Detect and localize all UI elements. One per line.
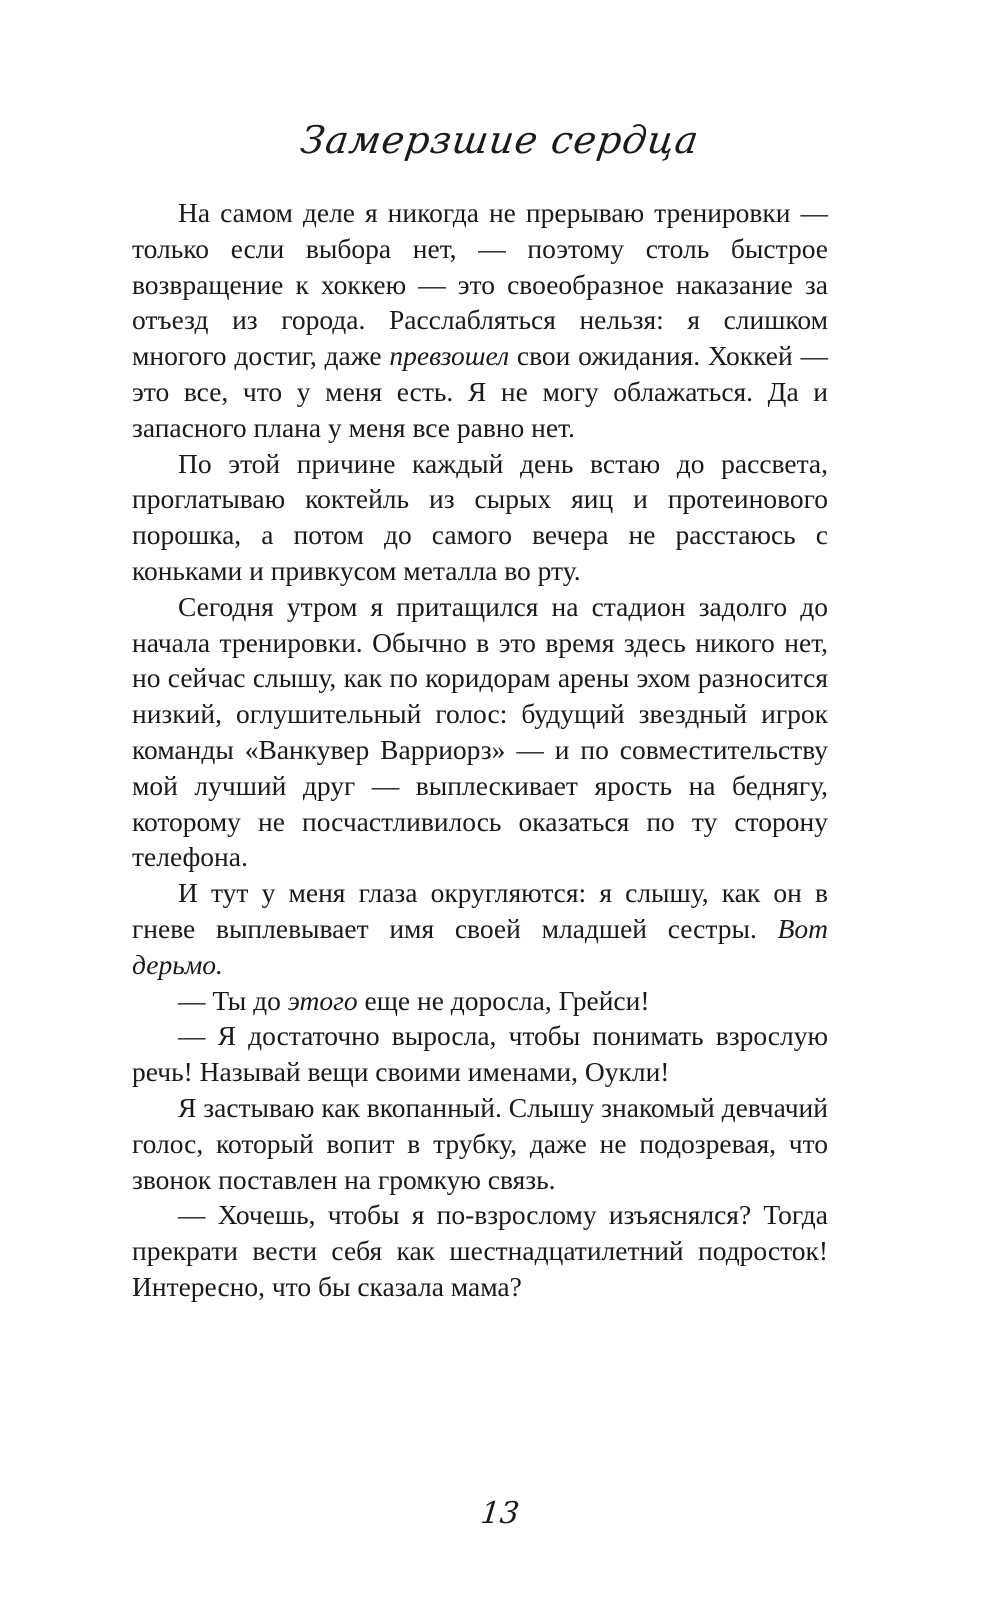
paragraph: [132, 1090, 828, 1197]
text-run: свои ожидания. Хоккей — это все, что у меня есть. Я не могу облажаться. Да и запасного плана у меня все равно нет.: [132, 340, 828, 443]
page-number: 13: [479, 1496, 521, 1531]
body-text: [132, 195, 828, 1305]
text-run: По этой причине каждый день встаю до рассвета, проглатываю коктейль из сырых яиц и протеинового порошка, а потом до самого вечера не расстаюсь с коньками и привкусом металла во рту.: [132, 447, 828, 586]
paragraph: [132, 589, 828, 875]
text-run: Сегодня утром я притащился на стадион задолго до начала тренировки. Обычно в это время здесь никого нет, но сейчас слышу, как по коридорам арены эхом разносится низкий, оглушительный голос: будущий звездный игрок команды «Ванкувер Варриорз» — и по совместительству мой лучший друг — выплескивает ярость на беднягу, которому не посчастливилось оказаться по ту сторону телефона.: [132, 590, 828, 873]
text-run: — Ты до: [178, 984, 288, 1016]
italic-run: Вот дерьмо.: [132, 912, 828, 980]
running-title: Замерзшие сердца: [298, 118, 702, 162]
text-run: — Я достаточно выросла, чтобы понимать взрослую речь! Называй вещи своими именами, Оукли!: [132, 1020, 828, 1088]
italic-run: этого: [287, 984, 358, 1016]
paragraph: [132, 195, 828, 446]
text-run: — Хочешь, чтобы я по-взрослому изъяснялся? Тогда прекрати вести себя как шестнадцатилетний подросток! Интересно, что бы сказала мама?: [132, 1199, 828, 1302]
text-run: Я застываю как вкопанный. Слышу знакомый девчачий голос, который вопит в трубку, даже не подозревая, что звонок поставлен на громкую связь.: [132, 1091, 828, 1195]
text-run: На самом деле я никогда не прерываю тренировки — только если выбора нет, — поэтому столь быстрое возвращение к хоккею — это своеобразное наказание за отъезд из города. Расслабляться нельзя: я слишком многого достиг, даже: [132, 197, 828, 372]
text-run: еще не доросла, Грейси!: [357, 984, 650, 1016]
dialog-line: [132, 1018, 828, 1090]
italic-run: превзошел: [389, 340, 510, 372]
text-run: И тут у меня глаза округляются: я слышу, как он в гневе выплевывает имя своей младшей сестры.: [132, 877, 828, 944]
paragraph: [132, 446, 828, 589]
paragraph: [132, 875, 828, 982]
dialog-line: [132, 1197, 828, 1304]
dialog-line: [132, 983, 828, 1019]
